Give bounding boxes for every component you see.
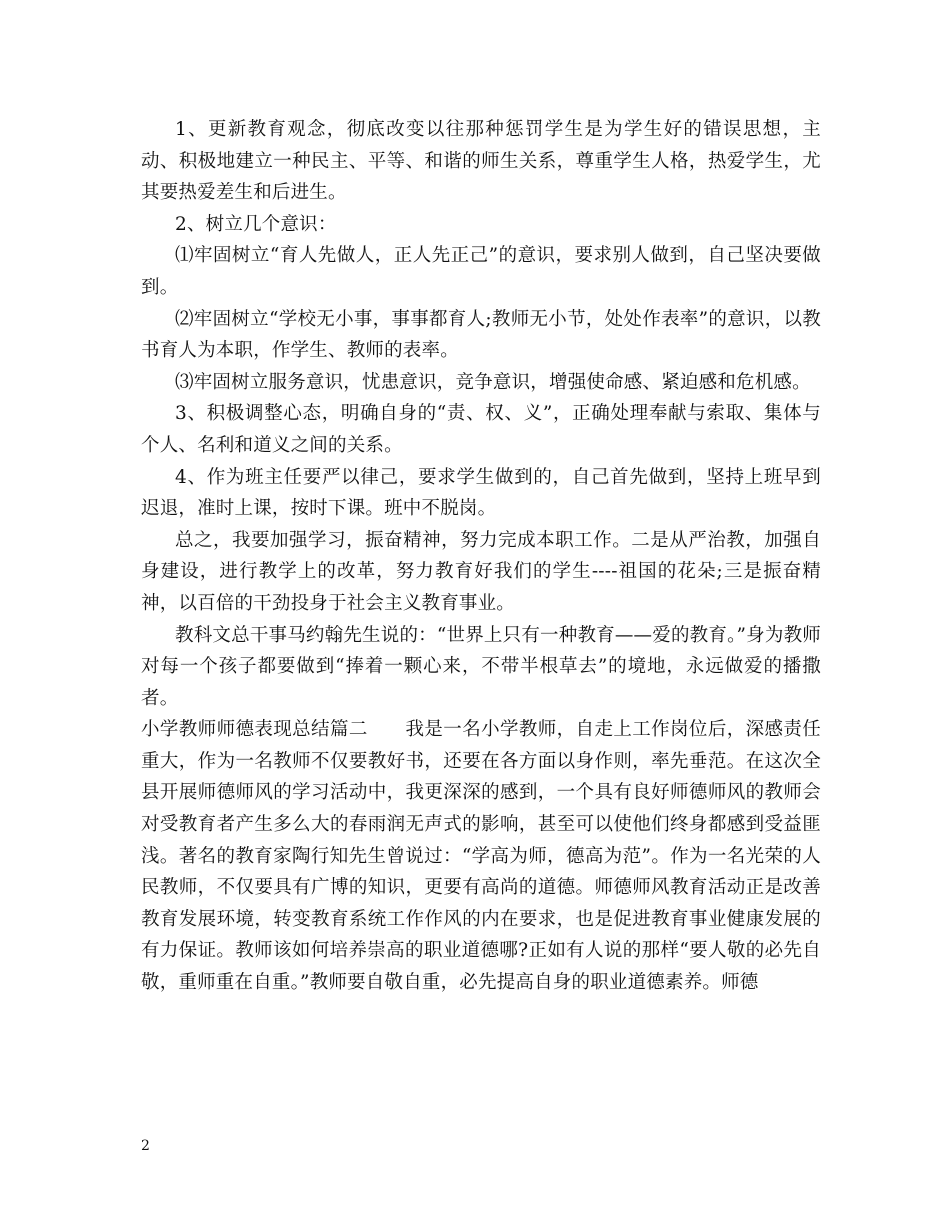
paragraph-6: 3、积极调整心态，明确自身的“责、权、义”，正确处理奉献与索取、集体与个人、名利和道义之间的关系。: [141, 403, 821, 456]
paragraph-5: ⑶牢固树立服务意识，忧患意识，竞争意识，增强使命感、紧迫感和危机感。: [175, 371, 811, 393]
paragraph-7: 4、作为班主任要严以律己，要求学生做到的，自己首先做到，坚持上班早到迟退，准时上课，按时下课。班中不脱岗。: [141, 466, 821, 520]
paragraph-8: 总之，我要加强学习，振奋精神，努力完成本职工作。二是从严治教，加强自身建设，进行教学上的改革，努力教育好我们的学生----祖国的花朵;三是振奋精神，以百倍的干劲投身于社会主义教育事业。: [141, 529, 821, 614]
paragraph-3: ⑴牢固树立“育人先做人，正人先正己”的意识，要求别人做到，自己坚决要做到。: [141, 245, 821, 298]
document-body: [141, 114, 821, 999]
paragraph-9: 教科文总干事马约翰先生说的：“世界上只有一种教育——爱的教育。”身为教师对每一个孩子都要做到“捧着一颗心来，不带半根草去”的境地，永远做爱的播撒者。: [141, 624, 821, 709]
paragraph-2: 2、树立几个意识：: [175, 213, 337, 235]
page-number: 2: [141, 1138, 150, 1154]
paragraph-10: 小学教师师德表现总结篇二 我是一名小学教师，自走上工作岗位后，深感责任重大，作为一名教师不仅要教好书，还要在各方面以身作则，率先垂范。在这次全县开展师德师风的学习活动中，我更深深的感到，一个具有良好师德师风的教师会对受教育者产生多么大的春雨润无声式的影响，甚至可以使他们终身都感到受益匪浅。著名的教育家陶行知先生曾说过：“学高为师，德高为范”。作为一名光荣的人民教师，不仅要具有广博的知识，更要有高尚的道德。师德师风教育活动正是改善教育发展环境，转变教育系统工作作风的内在要求，也是促进教育事业健康发展的有力保证。教师该如何培养崇高的职业道德哪?正如有人说的那样“要人敬的必先自敬，重师重在自重。”教师要自敬自重，必先提高自身的职业道德素养。师德: [141, 719, 821, 994]
paragraph-4: ⑵牢固树立“学校无小事，事事都育人;教师无小节，处处作表率”的意识，以教书育人为本职，作学生、教师的表率。: [141, 308, 821, 362]
paragraph-1: 1、更新教育观念，彻底改变以往那种惩罚学生是为学生好的错误思想，主动、积极地建立一种民主、平等、和谐的师生关系，尊重学生人格，热爱学生，尤其要热爱差生和后进生。: [141, 119, 821, 204]
